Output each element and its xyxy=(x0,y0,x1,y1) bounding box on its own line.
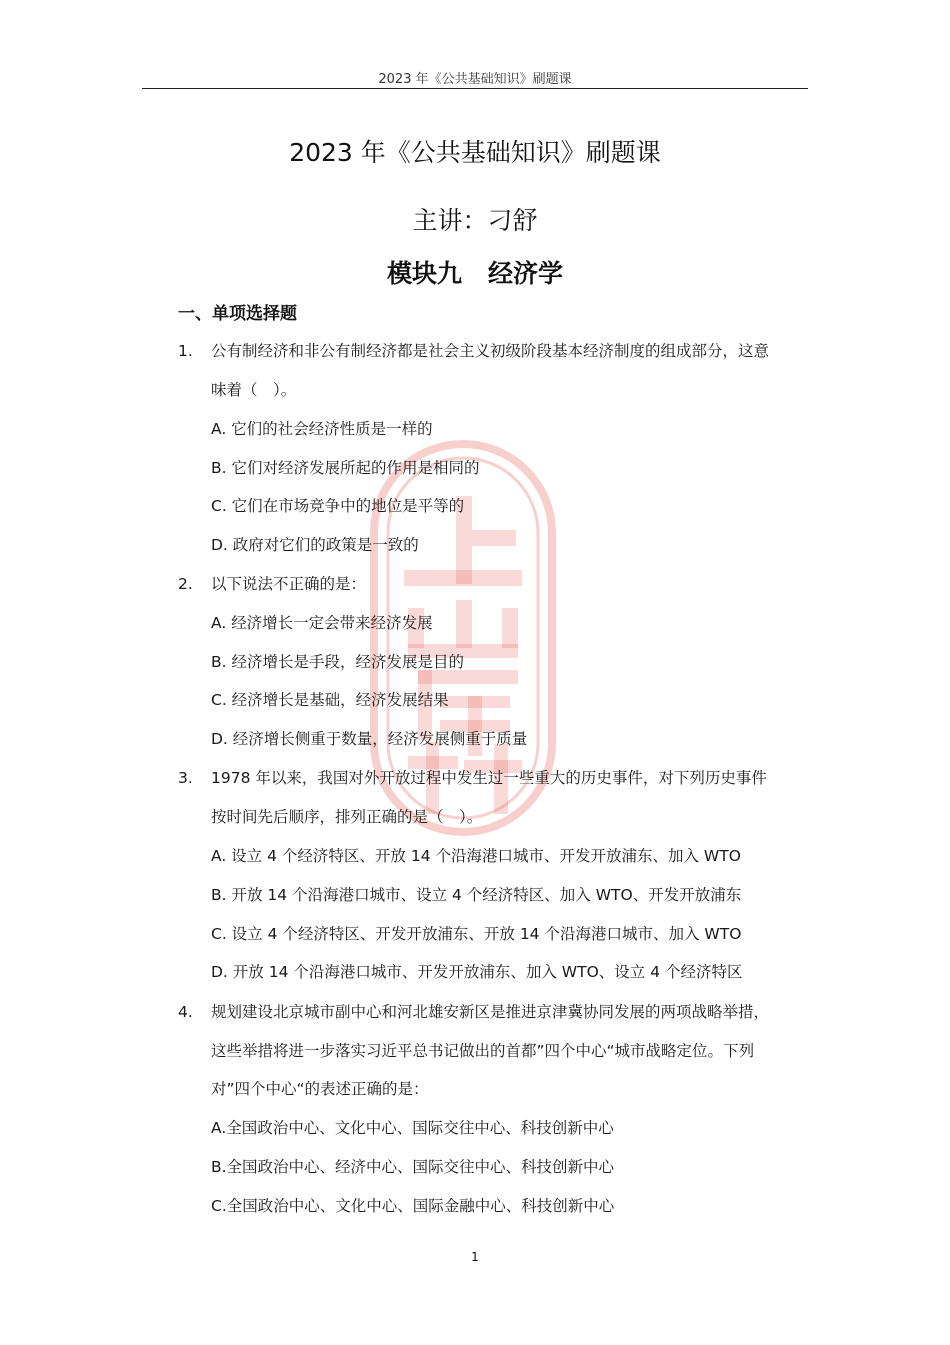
question-stem-line: 这些举措将进一步落实习近平总书记做出的首都”四个中心“城市战略定位。下列 xyxy=(211,1042,755,1060)
answer-option: C.全国政治中心、文化中心、国际金融中心、科技创新中心 xyxy=(211,1197,615,1215)
question-number: 1. xyxy=(178,342,193,360)
module-label: 模块九 xyxy=(386,259,462,288)
answer-option: B. 开放 14 个沿海港口城市、设立 4 个经济特区、加入 WTO、开发开放浦东 xyxy=(211,886,742,904)
question-stem-line: 味着（ ）。 xyxy=(211,381,297,399)
answer-option: B. 经济增长是手段，经济发展是目的 xyxy=(211,653,464,671)
question-stem-line: 1978 年以来，我国对外开放过程中发生过一些重大的历史事件，对下列历史事件 xyxy=(211,769,767,787)
module-title xyxy=(0,254,950,290)
answer-option: C. 经济增长是基础，经济发展结果 xyxy=(211,691,449,709)
answer-option: B.全国政治中心、经济中心、国际交往中心、科技创新中心 xyxy=(211,1158,615,1176)
answer-option: A. 经济增长一定会带来经济发展 xyxy=(211,614,433,632)
question-number: 2. xyxy=(178,575,193,593)
answer-option: D. 政府对它们的政策是一致的 xyxy=(211,536,419,554)
question-stem-line: 规划建设北京城市副中心和河北雄安新区是推进京津冀协同发展的两项战略举措， xyxy=(211,1003,770,1021)
answer-option: A.全国政治中心、文化中心、国际交往中心、科技创新中心 xyxy=(211,1119,614,1137)
answer-option: B. 它们对经济发展所起的作用是相同的 xyxy=(211,459,480,477)
question-stem-line: 按时间先后顺序，排列正确的是（ ）。 xyxy=(211,808,483,826)
header-rule xyxy=(142,88,808,89)
answer-option: C. 它们在市场竞争中的地位是平等的 xyxy=(211,497,465,515)
question-stem-line: 以下说法不正确的是： xyxy=(211,575,367,593)
answer-option: A. 它们的社会经济性质是一样的 xyxy=(211,420,433,438)
answer-option: C. 设立 4 个经济特区、开发开放浦东、开放 14 个沿海港口城市、加入 WTO xyxy=(211,925,742,943)
question-stem-line: 公有制经济和非公有制经济都是社会主义初级阶段基本经济制度的组成部分，这意 xyxy=(211,342,770,360)
answer-option: A. 设立 4 个经济特区、开放 14 个沿海港口城市、开发开放浦东、加入 WTO xyxy=(211,847,741,865)
answer-option: D. 经济增长侧重于数量，经济发展侧重于质量 xyxy=(211,730,528,748)
page-number: 1 xyxy=(471,1250,479,1264)
question-number: 4. xyxy=(178,1003,193,1021)
lecturer-line: 主讲：刁舒 xyxy=(412,206,538,235)
document-title: 2023 年《公共基础知识》刷题课 xyxy=(289,138,661,167)
question-number: 3. xyxy=(178,769,193,787)
running-header: 2023 年《公共基础知识》刷题课 xyxy=(378,72,572,87)
section-heading: 一、单项选择题 xyxy=(178,304,297,324)
question-stem-line: 对”四个中心“的表述正确的是： xyxy=(211,1080,429,1098)
module-subject: 经济学 xyxy=(488,259,564,288)
answer-option: D. 开放 14 个沿海港口城市、开发开放浦东、加入 WTO、设立 4 个经济特区 xyxy=(211,963,743,981)
